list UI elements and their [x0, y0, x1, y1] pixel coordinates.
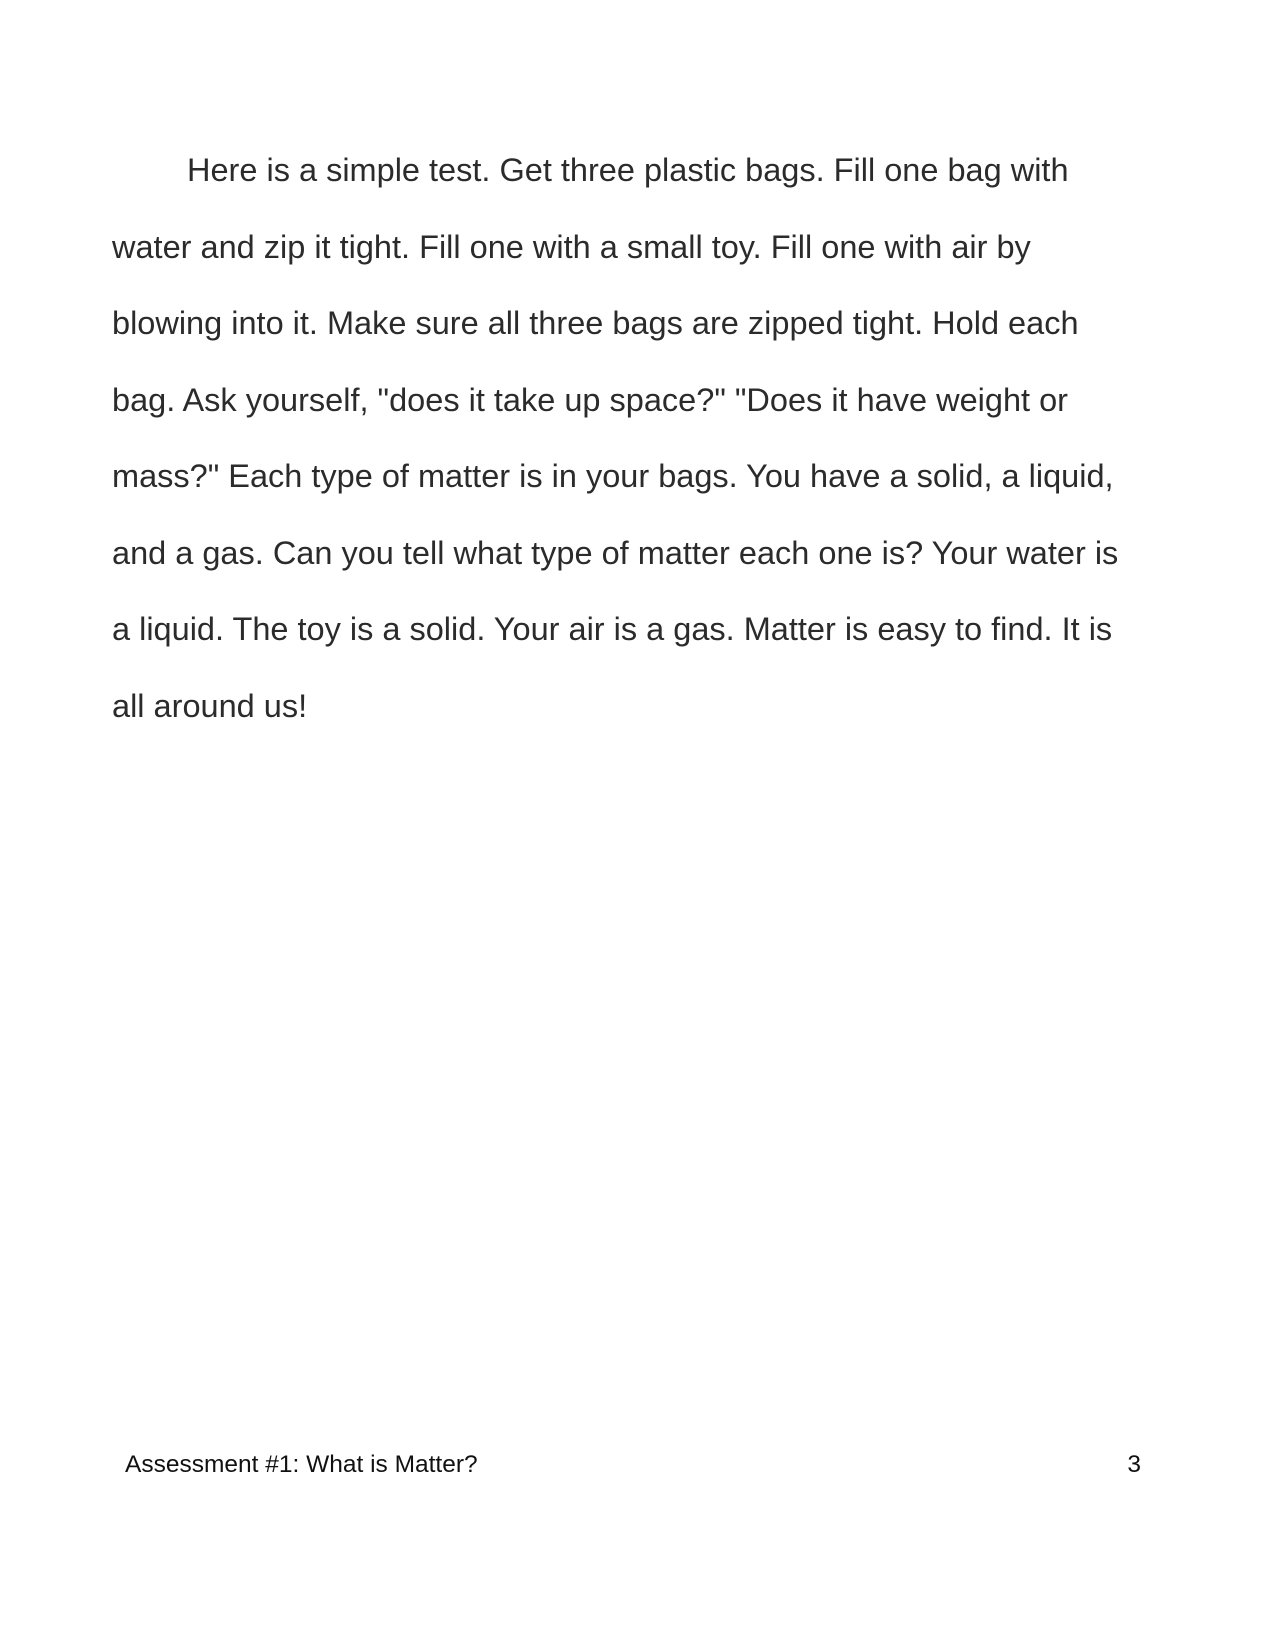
- body-paragraph: [112, 132, 1152, 744]
- footer-title: Assessment #1: What is Matter?: [125, 1451, 478, 1478]
- paragraph-line: bag. Ask yourself, "does it take up space?" "Does it have weight or: [112, 381, 1068, 418]
- paragraph-line: mass?" Each type of matter is in your bags. You have a solid, a liquid,: [112, 458, 1114, 494]
- page-footer: [125, 1445, 1141, 1485]
- paragraph-line: and a gas. Can you tell what type of matter each one is? Your water is: [112, 534, 1119, 571]
- paragraph-line: blowing into it. Make sure all three bags are zipped tight. Hold each: [112, 305, 1079, 341]
- page-number: 3: [1127, 1451, 1141, 1478]
- paragraph-line: all around us!: [112, 687, 308, 724]
- paragraph-line: a liquid. The toy is a solid. Your air is a gas. Matter is easy to find. It is: [112, 611, 1113, 647]
- paragraph-line: Here is a simple test. Get three plastic bags. Fill one bag with: [187, 152, 1069, 188]
- paragraph-line: water and zip it tight. Fill one with a small toy. Fill one with air by: [112, 228, 1031, 265]
